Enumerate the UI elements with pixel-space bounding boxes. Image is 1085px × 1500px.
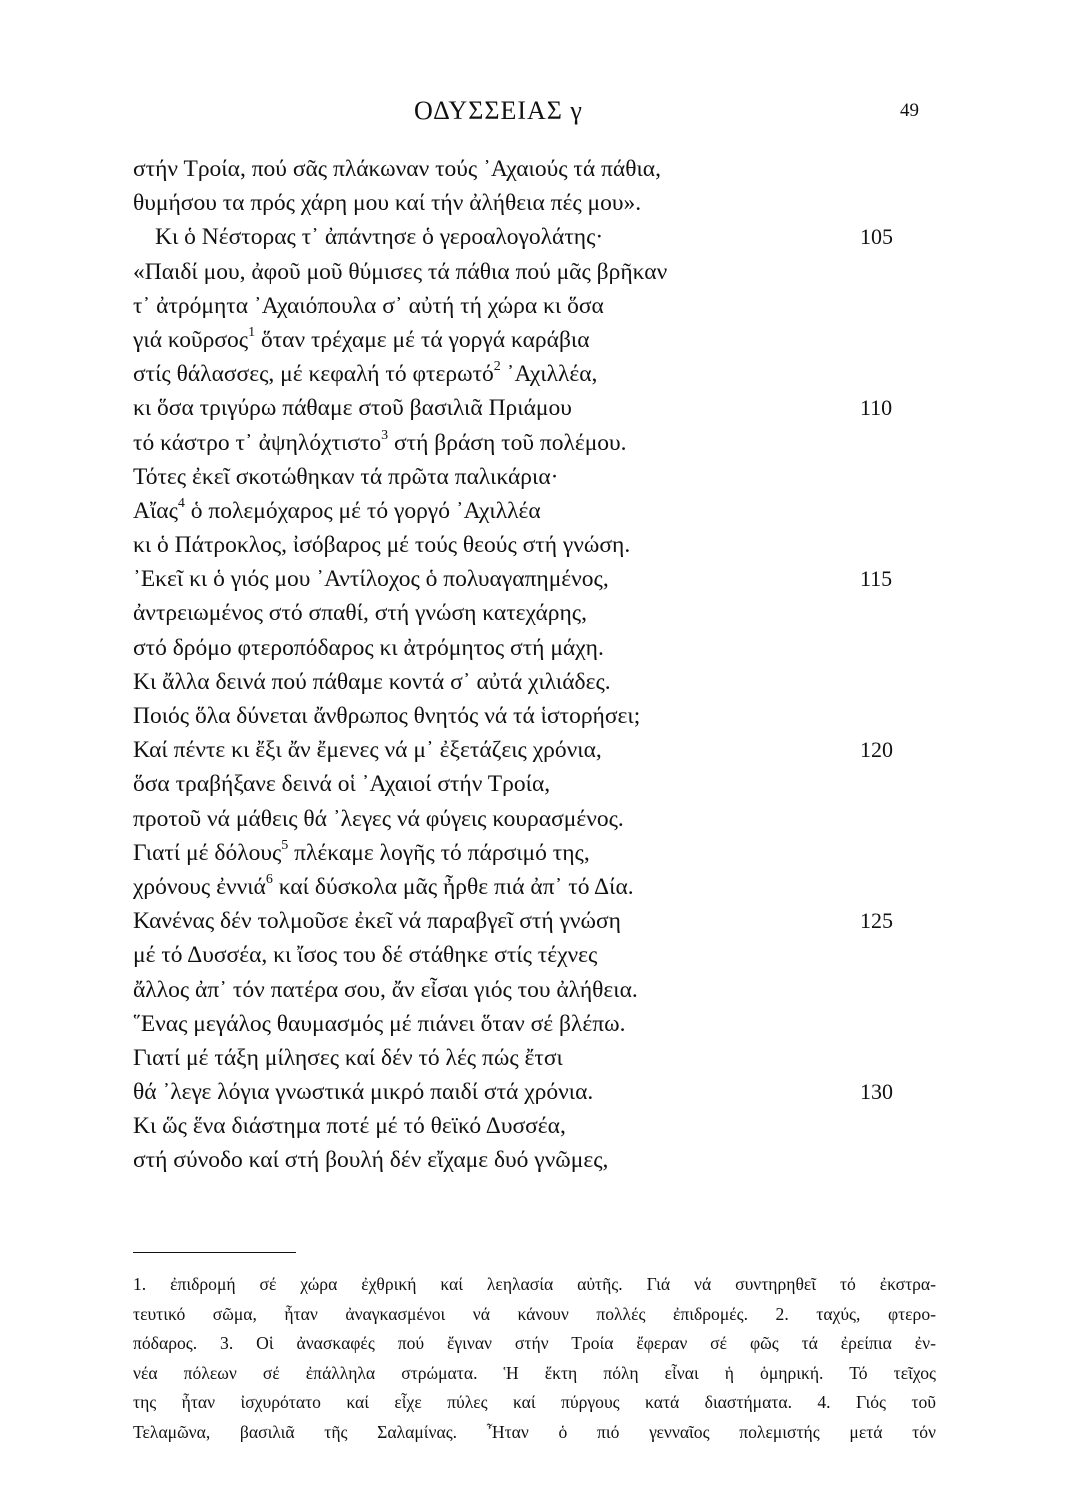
- footnote-marker: 5: [281, 837, 289, 853]
- verse-line: στό δρόμο φτεροπόδαρος κι ἀτρόμητος στή μάχη.: [133, 634, 604, 661]
- footnote-line: 1. ἐπιδρομή σέ χώρα ἐχθρική καί λεηλασία αὐτῆς. Γιά νά συντηρηθεῖ τό ἐκστρα-: [133, 1274, 936, 1294]
- verse-line: ὅσα τραβήξανε δεινά οἱ ᾿Αχαιοί στήν Τροία,: [133, 771, 551, 798]
- footnote-divider: [133, 1252, 296, 1253]
- verse-line: χρόνους ἐννιά$^6$ καί δύσκολα μᾶς ἦρθε πιά ἀπ᾿ τό Δία.: [133, 872, 634, 900]
- verse-line: κι ὁ Πάτροκλος, ἰσόβαρος μέ τούς θεούς στή γνώση.: [133, 532, 631, 559]
- verse-line: Γιατί μέ δόλους$^5$ πλέκαμε λογῆς τό πάρσιμό της,: [133, 837, 590, 866]
- verse-block: [133, 152, 953, 1178]
- verse-line: κι ὅσα τριγύρω πάθαμε στοῦ βασιλιᾶ Πριάμου 110: [133, 391, 953, 425]
- footnote-line: Τελαμῶνα, βασιλιᾶ τῆς Σαλαμίνας. Ἦταν ὁ πιό γενναῖος πολεμιστής μετά τόν: [133, 1421, 936, 1442]
- footnote-marker: 3: [381, 427, 389, 443]
- verse-line: Κανένας δέν τολμοῦσε ἐκεῖ νά παραβγεῖ στή γνώση 125: [133, 904, 953, 938]
- verse-line: Γιατί μέ τάξη μίλησες καί δέν τό λές πώς ἔτσι: [133, 1044, 563, 1071]
- verse-line: ἀντρειωμένος στό σπαθί, στή γνώση κατεχάρης,: [133, 600, 587, 627]
- footnote-line: νέα πόλεων σέ ἐπάλληλα στρώματα. Ἡ ἕκτη πόλη εἶναι ἡ ὁμηρική. Τό τεῖχος: [133, 1362, 936, 1383]
- line-number: 115: [860, 566, 893, 592]
- line-number: 120: [860, 737, 893, 763]
- verse-line: θά ᾿λεγε λόγια γνωστικά μικρό παιδί στά χρόνια. 130: [133, 1075, 953, 1109]
- footnotes: [133, 1270, 936, 1448]
- verse-line: μέ τό Δυσσέα, κι ἴσος του δέ στάθηκε στίς τέχνες: [133, 942, 598, 969]
- line-number: 105: [860, 224, 893, 250]
- footnote-marker: 1: [248, 325, 256, 341]
- verse-line: ῞Ενας μεγάλος θαυμασμός μέ πιάνει ὅταν σέ βλέπω.: [133, 1010, 626, 1037]
- verse-line: τό κάστρο τ᾿ ἀψηλόχτιστο$^3$ στή βράση τοῦ πολέμου.: [133, 427, 627, 456]
- verse-line: ᾿Εκεῖ κι ὁ γιός μου ᾿Αντίλοχος ὁ πολυαγαπημένος, 115: [133, 562, 953, 596]
- verse-line: Κι ὁ Νέστορας τ᾿ ἀπάντησε ὁ γεροαλογολάτης· 105: [133, 220, 953, 254]
- verse-line: προτοῦ νά μάθεις θά ᾿λεγες νά φύγεις κουρασμένος.: [133, 805, 624, 832]
- verse-line: Κι ἄλλα δεινά πού πάθαμε κοντά σ᾿ αὐτά χιλιάδες.: [133, 668, 611, 695]
- footnote-marker: 6: [265, 872, 273, 888]
- verse-line: στή σύνοδο καί στή βουλή δέν εἴχαμε δυό γνῶμες,: [133, 1147, 609, 1174]
- footnote-marker: 4: [177, 496, 185, 512]
- running-header: [0, 96, 1085, 136]
- verse-line: «Παιδί μου, ἀφοῦ μοῦ θύμισες τά πάθια πού μᾶς βρῆκαν: [133, 258, 668, 285]
- verse-line: τ᾿ ἀτρόμητα ᾿Αχαιόπουλα σ᾿ αὐτή τή χώρα κι ὅσα: [133, 292, 604, 319]
- verse-line: θυμήσου τα πρός χάρη μου καί τήν ἀλήθεια πές μου».: [133, 190, 642, 217]
- footnote-line: τευτικό σῶμα, ἦταν ἀναγκασμένοι νά κάνουν πολλές ἐπιδρομές. 2. ταχύς, φτερο-: [133, 1303, 936, 1324]
- footnote-marker: 2: [493, 359, 501, 375]
- page-number: 49: [900, 100, 919, 121]
- footnote-line: της ἦταν ἰσχυρότατο καί εἶχε πύλες καί πύργους κατά διαστήματα. 4. Γιός τοῦ: [133, 1392, 936, 1413]
- line-number: 130: [860, 1079, 893, 1105]
- verse-line: Αἴας$^4$ ὁ πολεμόχαρος μέ τό γοργό ᾿Αχιλλέα: [133, 496, 541, 524]
- line-number: 125: [860, 908, 893, 934]
- verse-line: Καί πέντε κι ἔξι ἄν ἔμενες νά μ᾿ ἐξετάζεις χρόνια, 120: [133, 733, 953, 767]
- verse-line: στίς θάλασσες, μέ κεφαλή τό φτερωτό$^2$ ᾿Αχιλλέα,: [133, 359, 598, 388]
- verse-line: στήν Τροία, πού σᾶς πλάκωναν τούς ᾿Αχαιούς τά πάθια,: [133, 156, 661, 182]
- verse-line: Κι ὥς ἕνα διάστημα ποτέ μέ τό θεϊκό Δυσσέα,: [133, 1113, 566, 1140]
- verse-line: Ποιός ὅλα δύνεται ἄνθρωπος θνητός νά τά ἱστορήσει;: [133, 703, 641, 729]
- footnote-line: πόδαρος. 3. Οἱ ἀνασκαφές πού ἔγιναν στήν Τροία ἔφεραν σέ φῶς τά ἐρείπια ἐν-: [133, 1333, 936, 1354]
- verse-line: Τότες ἐκεῖ σκοτώθηκαν τά πρῶτα παλικάρια·: [133, 463, 559, 490]
- line-number: 110: [860, 395, 893, 421]
- verse-line: ἄλλος ἀπ᾿ τόν πατέρα σου, ἄν εἶσαι γιός του ἀλήθεια.: [133, 976, 638, 1003]
- running-title: ΟΔΥΣΣΕΙΑΣ γ: [414, 96, 583, 125]
- verse-line: γιά κοῦρσος$^1$ ὅταν τρέχαμε μέ τά γοργά καράβια: [133, 325, 590, 353]
